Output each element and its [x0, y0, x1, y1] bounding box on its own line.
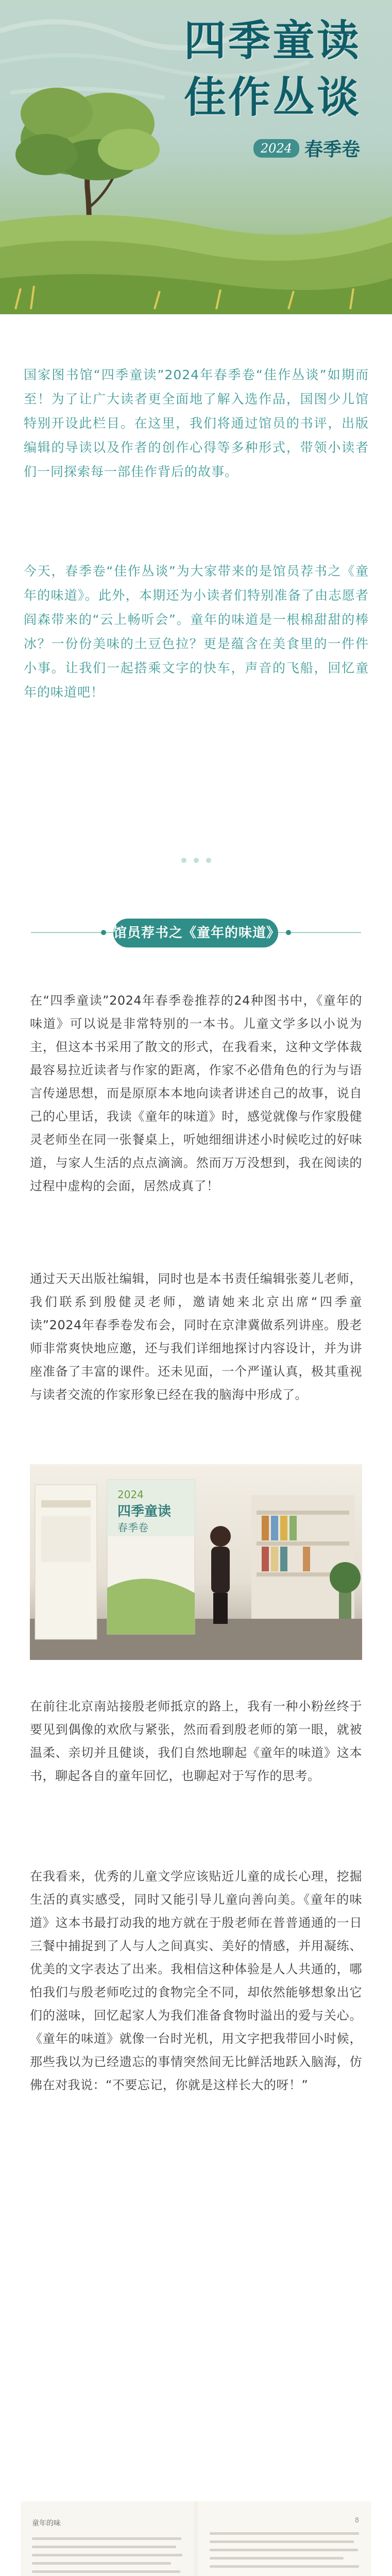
dot-divider: [0, 858, 392, 863]
poster-season: 春季卷: [117, 1521, 148, 1534]
body-paragraph-2: 通过天天出版社编辑，同时也是本书责任编辑张菱儿老师，我们联系到殷健灵老师，邀请她来北京出席“四季童读”2024年春季卷发布会，同时在京津冀做系列讲座。殷老师非常爽快地应邀，还与我们详细地探讨内容设计，并为讲座准备了丰富的课件。还未见面，一个严谨认真，极其重视与读者交流的作家形象已经在我的脑海中形成了。: [30, 1272, 362, 1402]
book-chapter-label: 童年的味: [32, 2519, 61, 2528]
event-photo-illustration: [30, 1464, 362, 1660]
intro-paragraph-2: [24, 559, 369, 704]
book-page-left: [21, 2501, 194, 2576]
poster-title: 四季童读: [117, 1504, 172, 1519]
hero-title-line1: 四季童读: [183, 16, 361, 65]
body-paragraph-3: 在前往北京南站接殷老师抵京的路上，我有一种小粉丝终于要见到偶像的欢欣与紧张，然而看到殷老师的第一眼，就被温柔、亲切并且健谈，我们自然地聊起《童年的味道》这本书，聊起各自的童年回忆，也聊起对于写作的思考。: [30, 1699, 362, 1783]
book-page-right: [198, 2501, 371, 2576]
season-label: 春季卷: [304, 139, 360, 160]
intro-text-2: 今天，春季卷“佳作丛谈”为大家带来的是馆员荐书之《童年的味道》。此外，本期还为小读者们特别准备了由志愿者阎森带来的“云上畅听会”。童年的味道是一根棉甜甜的棒冰？一份份美味的土豆色拉？更是蕴含在美食里的一件件小事。让我们一起搭乘文字的快车，声音的飞船，回忆童年的味道吧！: [24, 564, 369, 700]
year-badge: 2024: [253, 139, 299, 158]
book-page-number: 8: [354, 2517, 359, 2524]
poster-year: 2024: [117, 1488, 144, 1501]
body-paragraph-1: 在“四季童读”2024年春季卷推荐的24种图书中，《童年的味道》可以说是非常特别的一本书。儿童文学多以小说为主，但这本书采用了散文的形式，在我看来，这种文学体裁最容易拉近读者与作家的距离，作家不必借角色的行为与语言传递思想，而是原原本本地向读者讲述自己的故事，说自己的心里话，我读《童年的味道》时，感觉就像与作家殷健灵老师坐在同一张餐桌上，听她细细讲述小时候吃过的好味道，与家人生活的点点滴滴。然而万万没想到，我在阅读的过程中虚构的会面，居然成真了！: [30, 993, 362, 1193]
section-banner-title: 馆员荐书之《童年的味道》: [113, 919, 278, 947]
event-photo: [30, 1464, 362, 1660]
hero-subtitle: [253, 135, 360, 161]
section-banner: [0, 914, 392, 951]
intro-text-1: 国家图书馆“四季童读”2024年春季卷“佳作丛谈”如期而至！为了让广大读者更全面地了解入选作品，国图少儿馆特别开设此栏目。在这里，我们将通过馆员的书评，出版编辑的导读以及作者的创作心得等多种形式，带领小读者们一同探索每一部佳作背后的故事。: [24, 367, 369, 479]
book-spread-image: [21, 2501, 371, 2576]
hero-title: [184, 15, 361, 124]
body-paragraph-4: 在我看来，优秀的儿童文学应该贴近儿童的成长心理，挖掘生活的真实感受，同时又能引导儿童向善向美。《童年的味道》这本书最打动我的地方就在于殷老师在普普通通的一日三餐中捕捉到了人与人之间真实、美好的情感，并用凝练、优美的文字表达了出来。我相信这种体验是人人共通的，哪怕我们与殷老师吃过的食物完全不同，却依然能够想象出它们的滋味，回忆起家人为我们准备食物时溢出的爱与关心。《童年的味道》就像一台时光机，用文字把我带回小时候，那些我以为已经遗忘的事情突然间无比鲜活地跃入脑海，仿佛在对我说：“不要忘记，你就是这样长大的呀！”: [30, 1869, 362, 2092]
hero-banner: [0, 0, 392, 314]
hero-title-line2: 佳作丛谈: [183, 73, 361, 122]
intro-paragraph-1: [24, 363, 369, 484]
